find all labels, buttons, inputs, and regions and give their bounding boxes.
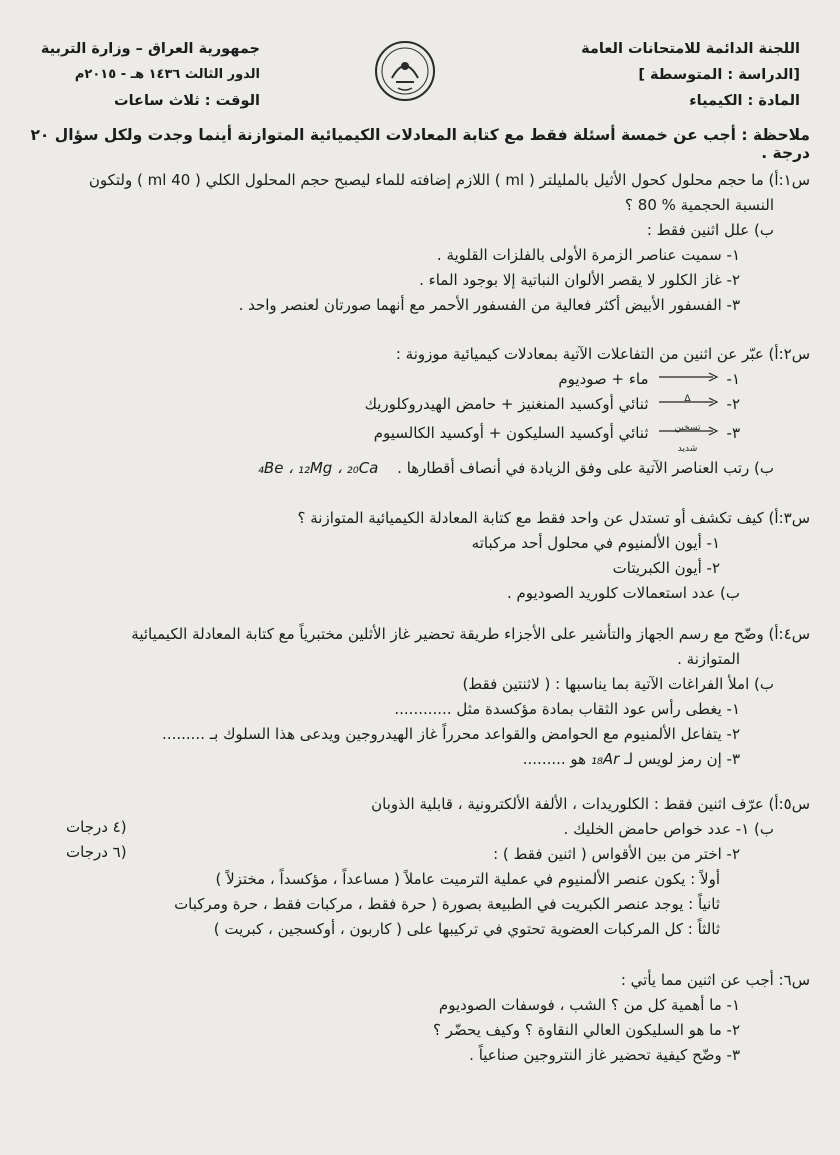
q2-r2-number: ٢- (726, 395, 740, 413)
q2-reaction-3 (15, 421, 810, 454)
q1-b-item-1: ١- سميت عناصر الزمرة الأولى بالفلزات القلوية . (436, 246, 740, 264)
reaction-arrow-heat-icon (657, 393, 719, 417)
header-subject: المادة : الكيمياء (689, 93, 800, 109)
q6-item-3: ٣- وضّح كيفية تحضير غاز النتروجين صناعياً . (469, 1046, 740, 1064)
q2-r1-number: ١- (726, 370, 740, 388)
exam-note: ملاحظة : أجب عن خمسة أسئلة فقط مع كتابة المعادلات الكيميائية المتوازنة أينما وجدت ولكل سؤال ٢٠ درجة . (30, 126, 810, 162)
q5-choice-3: ثالثاً : كل المركبات العضوية تحتوي في تركيبها على ( كاربون ، أوكسجين ، كبريت ) (213, 920, 720, 938)
q5-grade-2: (٦ درجات (66, 843, 127, 861)
header-session: الدور الثالث ١٤٣٦ هـ - ٢٠١٥م (74, 67, 260, 82)
q2-part-a: س٢:أ) عبّر عن اثنين من التفاعلات الآتية بمعادلات كيميائية موزونة : (395, 345, 810, 363)
q4-part-b: ب) املأ الفراغات الآتية بما يناسبها : ( لاثنتين فقط) (462, 675, 774, 693)
q4-b-item-3 (15, 747, 810, 772)
q6-prompt: س٦: أجب عن اثنين مما يأتي : (620, 971, 810, 989)
q5-grades (66, 815, 127, 865)
q1-part-a-line1: س١:أ) ما حجم محلول كحول الأثيل بالمليلتر ( ml ) اللازم إضافته للماء ليصبح حجم المحلول الكلي ( 40 ml ) ولتكون (88, 171, 810, 189)
question-6 (15, 968, 810, 1068)
question-4 (15, 622, 810, 772)
q2-part-b-text: ب) رتب العناصر الآتية على وفق الزيادة في أنصاف أقطارها . (397, 459, 774, 477)
q4-b3-text-start: ٣- إن رمز لويس لـ (624, 750, 740, 768)
q5-grade-1: (٤ درجات (66, 818, 127, 836)
q2-r2-condition: Δ (684, 393, 691, 404)
q3-part-a: س٣:أ) كيف تكشف أو تستدل عن واحد فقط مع كتابة المعادلة الكيميائية المتوازنة ؟ (297, 509, 810, 527)
q2-r3-condition-above: تسخين (674, 422, 701, 433)
q4-b3-text-end: هو ......... (522, 750, 587, 768)
q4-part-a-line2: المتوازنة . (677, 650, 740, 668)
q1-part-a-line2: النسبة الحجمية % 80 ؟ (625, 196, 774, 214)
q2-r3-number: ٣- (726, 424, 740, 442)
q2-elements: ₄Be ، ₁₂Mg ، ₂₀Ca (257, 459, 379, 477)
q5-choice-1: أولاً : يكون عنصر الألمنيوم في عملية الترميت عاملاً ( مساعداً ، مؤكسداً ، مختزلاً ) (215, 870, 720, 888)
ministry-seal-icon (374, 40, 436, 102)
q4-b3-symbol: ₁₈Ar (590, 750, 620, 768)
q3-part-b: ب) عدد استعمالات كلوريد الصوديوم . (506, 584, 740, 602)
q3-a-item-1: ١- أيون الألمنيوم في محلول أحد مركباته (471, 534, 720, 552)
header-left (40, 36, 260, 114)
q1-b-item-2: ٢- غاز الكلور لا يقصر الألوان النباتية إلا بوجود الماء . (419, 271, 740, 289)
question-1 (15, 168, 810, 318)
q2-reaction-2 (15, 392, 810, 417)
q5-part-a: س٥:أ) عرّف اثنين فقط : الكلوريدات ، الألفة الألكترونية ، قابلية الذوبان (371, 795, 810, 813)
q4-b-item-2: ٢- يتفاعل الألمنيوم مع الحوامض والقواعد محرراً غاز الهيدروجين ويدعى هذا السلوك بـ ......... (162, 725, 740, 743)
q2-r3-text: ثنائي أوكسيد السليكون + أوكسيد الكالسيوم (373, 424, 649, 442)
header-level: [الدراسة : المتوسطة ] (638, 67, 800, 83)
header-committee: اللجنة الدائمة للامتحانات العامة (581, 41, 800, 57)
q5-part-b-2: ٢- اختر من بين الأقواس ( اثنين فقط ) : (493, 845, 740, 863)
header-country-ministry: جمهورية العراق – وزارة التربية (40, 41, 260, 57)
q3-a-item-2: ٢- أيون الكبريتات (612, 559, 720, 577)
q1-b-item-3: ٣- الفسفور الأبيض أكثر فعالية من الفسفور الأحمر مع أنهما صورتان لعنصر واحد . (238, 296, 740, 314)
q2-r1-text: ماء + صوديوم (558, 370, 649, 388)
q6-item-1: ١- ما أهمية كل من ؟ الشب ، فوسفات الصوديوم (438, 996, 740, 1014)
q2-r2-text: ثنائي أوكسيد المنغنيز + حامض الهيدروكلوريك (364, 395, 649, 413)
question-5 (15, 792, 810, 942)
question-2 (15, 342, 810, 481)
q1-part-b: ب) علل اثنين فقط : (646, 221, 774, 239)
header-right (500, 36, 800, 114)
q4-part-a-line1: س٤:أ) وضّح مع رسم الجهاز والتأشير على الأجزاء طريقة تحضير غاز الأثلين مختبرياً مع كتابة المعادلة الكيميائية (131, 625, 810, 643)
q4-b-item-1: ١- يغطى رأس عود الثقاب بمادة مؤكسدة مثل ............ (394, 700, 740, 718)
q2-r3-condition-below: شديد (677, 443, 698, 454)
q5-part-b-1: ب) ١- عدد خواص حامض الخليك . (563, 820, 774, 838)
q6-item-2: ٢- ما هو السليكون العالي النقاوة ؟ وكيف يحضّر ؟ (433, 1021, 740, 1039)
q5-choice-2: ثانياً : يوجد عنصر الكبريت في الطبيعة بصورة ( حرة فقط ، مركبات فقط ، حرة ومركبات (174, 895, 720, 913)
reaction-arrow-strong-heat-icon (657, 422, 719, 454)
header-time: الوقت : ثلاث ساعات (114, 93, 260, 109)
question-3 (15, 506, 810, 606)
